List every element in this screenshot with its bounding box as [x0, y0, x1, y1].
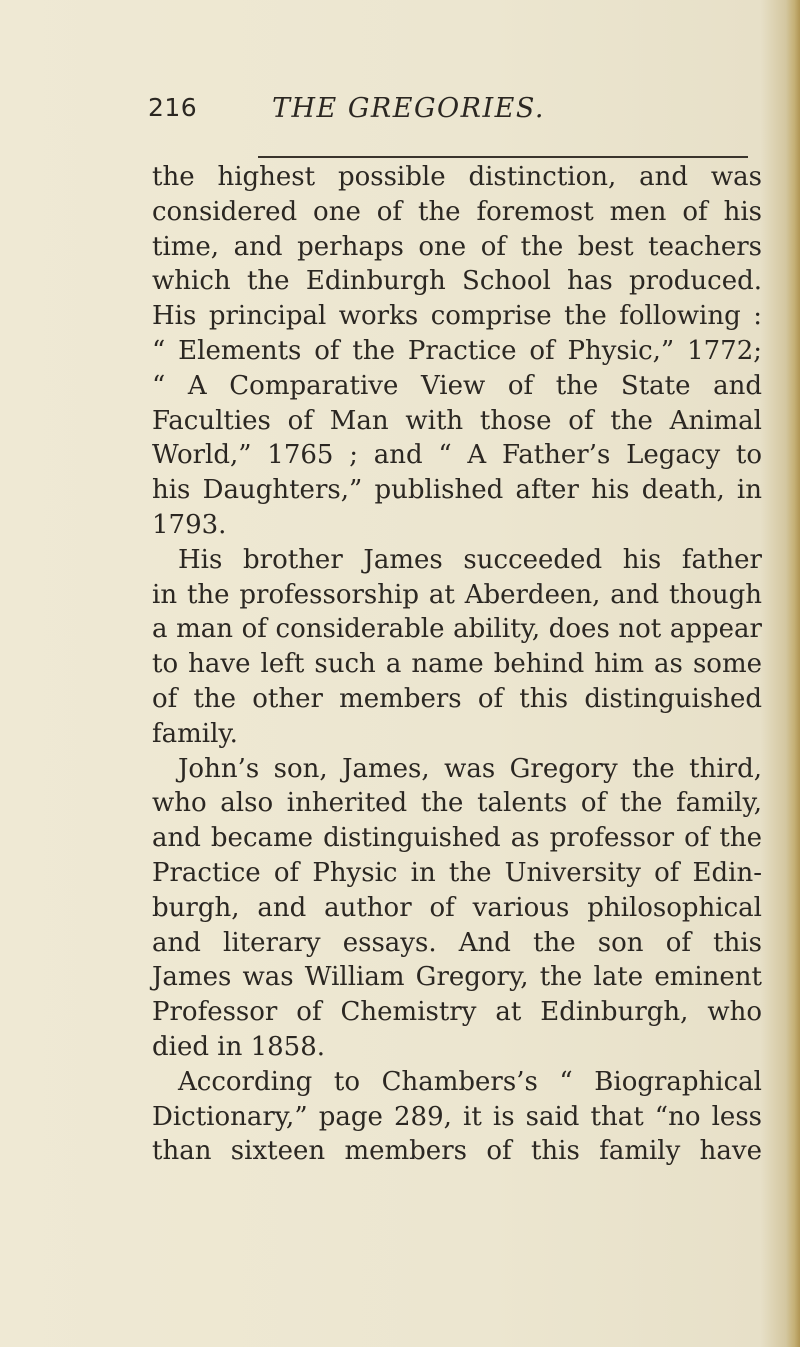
text-line: Faculties of Man with those of the Animal — [152, 405, 762, 436]
text-line: his Daughters,” published after his death, in — [152, 475, 762, 506]
text-line: considered one of the foremost men of his — [152, 196, 762, 227]
text-line: time, and perhaps one of the best teachers — [152, 231, 762, 262]
text-line: Practice of Physic in the University of Edin- — [152, 857, 762, 888]
text-line: World,” 1765 ; and “ A Father’s Legacy to — [152, 440, 762, 471]
text-line: “ A Comparative View of the State and — [152, 370, 762, 401]
page-edge — [786, 0, 800, 1347]
header-rule — [258, 156, 748, 158]
text-line: which the Edinburgh School has produced. — [152, 266, 762, 297]
text-line: a man of considerable ability, does not appear — [152, 614, 762, 645]
text-line: and literary essays. And the son of this — [152, 927, 762, 958]
text-line: His principal works comprise the following : — [152, 301, 762, 332]
text-line: and became distinguished as professor of the — [152, 823, 762, 854]
text-line: James was William Gregory, the late eminent — [152, 962, 762, 993]
text-line: who also inherited the talents of the family, — [152, 788, 762, 819]
text-line: in the professorship at Aberdeen, and though — [152, 579, 762, 610]
text-line: burgh, and author of various philosophical — [152, 892, 762, 923]
text-line: died in 1858. — [152, 1031, 326, 1062]
body-text — [152, 160, 762, 1169]
text-line: than sixteen members of this family have — [152, 1136, 762, 1167]
text-line: of the other members of this distinguished — [152, 683, 762, 714]
running-head: THE GREGORIES. — [272, 93, 545, 124]
page-header — [148, 93, 768, 143]
paragraph-start: According to Chambers’s “ Biographical — [178, 1066, 762, 1097]
text-line: 1793. — [152, 509, 227, 540]
text-line: Dictionary,” page 289, it is said that “no less — [152, 1101, 762, 1132]
text-line: Professor of Chemistry at Edinburgh, who — [152, 997, 762, 1028]
text-line: to have left such a name behind him as some — [152, 649, 762, 680]
page-number: 216 — [148, 93, 198, 122]
text-line: the highest possible distinction, and was — [152, 162, 762, 192]
paragraph-start: John’s son, James, was Gregory the third, — [178, 753, 762, 784]
text-line: family. — [152, 718, 238, 749]
text-line: “ Elements of the Practice of Physic,” 1772; — [152, 335, 762, 366]
paragraph-start: His brother James succeeded his father — [178, 544, 762, 575]
